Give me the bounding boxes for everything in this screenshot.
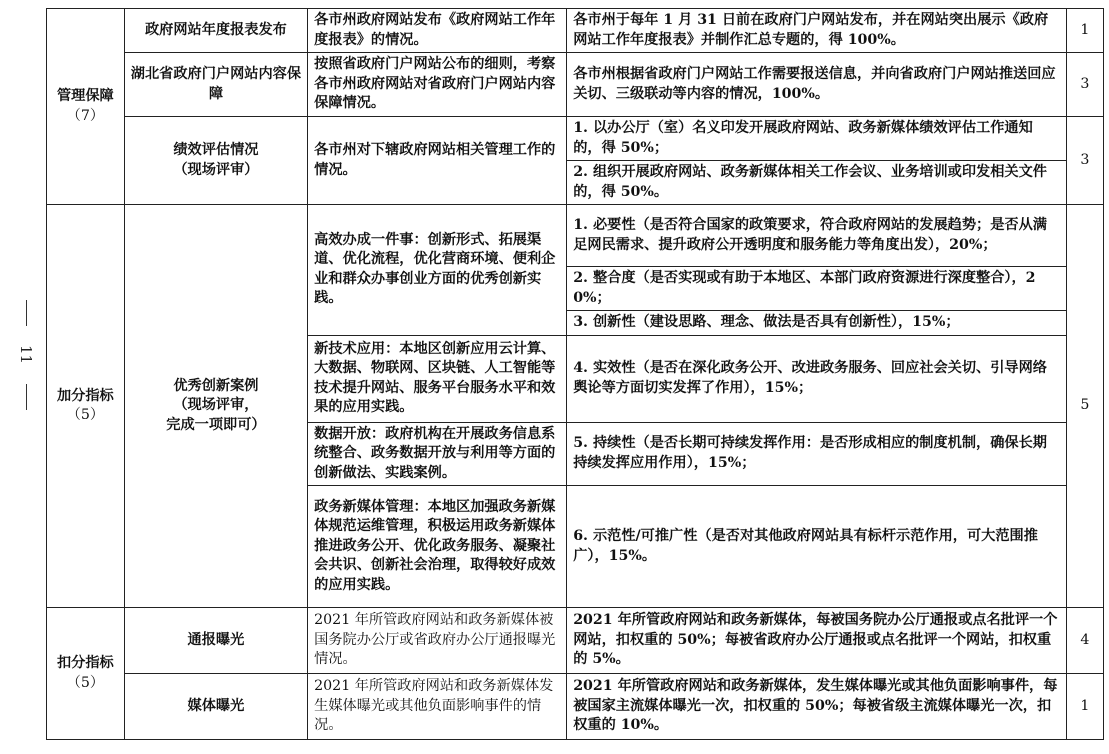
category-label: 加分指标 bbox=[56, 387, 114, 404]
score-cell: 1 bbox=[1066, 674, 1103, 740]
item-cell bbox=[124, 117, 307, 205]
item-cell: 湖北省政府门户网站内容保障 bbox=[124, 53, 307, 117]
criteria-cell: 1. 以办公厅（室）名义印发开展政府网站、政务新媒体绩效评估工作通知的，得 50%； bbox=[567, 117, 1066, 161]
content-cell: 新技术应用：本地区创新应用云计算、大数据、物联网、区块链、人工智能等技术提升网站、服务平台服务水平和效果的应用实践。 bbox=[308, 335, 567, 422]
criteria-cell: 4. 实效性（是否在深化政务公开、改进政务服务、回应社会关切、引导网络舆论等方面切实发挥了作用），15%； bbox=[567, 335, 1066, 422]
item-cell: 政府网站年度报表发布 bbox=[124, 9, 307, 53]
criteria-cell: 各市州于每年 1 月 31 日前在政府门户网站发布，并在网站突出展示《政府网站工作年度报表》并制作汇总专题的，得 100%。 bbox=[567, 9, 1066, 53]
item-label: 绩效评估情况 bbox=[173, 142, 259, 158]
category-weight: （7） bbox=[66, 107, 105, 124]
category-weight: （5） bbox=[66, 674, 105, 691]
score-cell: 5 bbox=[1066, 205, 1103, 608]
score-cell: 3 bbox=[1066, 53, 1103, 117]
content-cell: 2021 年所管政府网站和政务新媒体发生媒体曝光或其他负面影响事件的情况。 bbox=[308, 674, 567, 740]
criteria-cell: 1. 必要性（是否符合国家的政策要求，符合政府网站的发展趋势；是否从满足网民需求、提升政府公开透明度和服务能力等角度出发），20%； bbox=[567, 205, 1066, 267]
item-label: 优秀创新案例 bbox=[173, 377, 259, 394]
table-row bbox=[47, 117, 1104, 161]
criteria-cell: 2. 整合度（是否实现或有助于本地区、本部门政府资源进行深度整合），20%； bbox=[567, 267, 1066, 311]
table-row bbox=[47, 608, 1104, 674]
criteria-cell: 2021 年所管政府网站和政务新媒体，每被国务院办公厅通报或点名批评一个网站，扣权重的 50%；每被省政府办公厅通报或点名批评一个网站，扣权重的 5%。 bbox=[567, 608, 1066, 674]
score-cell: 3 bbox=[1066, 117, 1103, 205]
item-note: （现场评审） bbox=[173, 161, 259, 178]
evaluation-table bbox=[46, 8, 1104, 740]
category-label: 管理保障 bbox=[56, 88, 114, 104]
item-cell: 媒体曝光 bbox=[124, 674, 307, 740]
criteria-cell: 2021 年所管政府网站和政务新媒体，发生媒体曝光或其他负面影响事件，每被国家主流媒体曝光一次，扣权重的 50%；每被省级主流媒体曝光一次，扣权重的 10%。 bbox=[567, 674, 1066, 740]
table-row bbox=[47, 674, 1104, 740]
item-cell bbox=[124, 205, 307, 608]
content-cell: 数据开放：政府机构在开展政务信息系统整合、政务数据开放与利用等方面的创新做法、实践案例。 bbox=[308, 422, 567, 486]
content-cell: 政务新媒体管理：本地区加强政务新媒体规范运维管理，积极运用政务新媒体推进政务公开、优化政务服务、凝聚社会共识、创新社会治理，取得较好成效的应用实践。 bbox=[308, 486, 567, 608]
criteria-cell: 3. 创新性（建设思路、理念、做法是否具有创新性），15%； bbox=[567, 311, 1066, 336]
item-cell: 通报曝光 bbox=[124, 608, 307, 674]
score-cell: 1 bbox=[1066, 9, 1103, 53]
page-number bbox=[14, 300, 38, 410]
table-row bbox=[47, 205, 1104, 267]
page-number-dash-top bbox=[26, 300, 27, 326]
criteria-cell: 各市州根据省政府门户网站工作需要报送信息，并向省政府门户网站推送回应关切、三级联动等内容的情况，100%。 bbox=[567, 53, 1066, 117]
table-row bbox=[47, 9, 1104, 53]
category-cell bbox=[47, 9, 125, 205]
table-row bbox=[47, 53, 1104, 117]
score-cell: 4 bbox=[1066, 608, 1103, 674]
content-cell: 按照省政府门户网站公布的细则，考察各市州政府网站对省政府门户网站内容保障情况。 bbox=[308, 53, 567, 117]
criteria-cell: 6. 示范性/可推广性（是否对其他政府网站具有标杆示范作用，可大范围推广），15%。 bbox=[567, 486, 1066, 608]
category-cell bbox=[47, 205, 125, 608]
content-cell: 2021 年所管政府网站和政务新媒体被国务院办公厅或省政府办公厅通报曝光情况。 bbox=[308, 608, 567, 674]
category-weight: （5） bbox=[66, 407, 105, 423]
category-label: 扣分指标 bbox=[56, 655, 114, 671]
criteria-cell: 2. 组织开展政府网站、政务新媒体相关工作会议、业务培训或印发相关文件的，得 50%。 bbox=[567, 161, 1066, 205]
content-cell: 各市州对下辖政府网站相关管理工作的情况。 bbox=[308, 117, 567, 205]
content-cell: 各市州政府网站发布《政府网站工作年度报表》的情况。 bbox=[308, 9, 567, 53]
page-number-dash-bottom bbox=[26, 384, 27, 410]
item-note: （现场评审， bbox=[173, 397, 259, 414]
content-cell: 高效办成一件事：创新形式、拓展渠道、优化流程，优化营商环境、便利企业和群众办事创业方面的优秀创新实践。 bbox=[308, 205, 567, 336]
criteria-cell: 5. 持续性（是否长期可持续发挥作用：是否形成相应的制度机制，确保长期持续发挥应用作用），15%； bbox=[567, 422, 1066, 486]
category-cell bbox=[47, 608, 125, 740]
item-note: 完成一项即可） bbox=[166, 416, 266, 433]
page-number-text: 11 bbox=[17, 345, 35, 365]
